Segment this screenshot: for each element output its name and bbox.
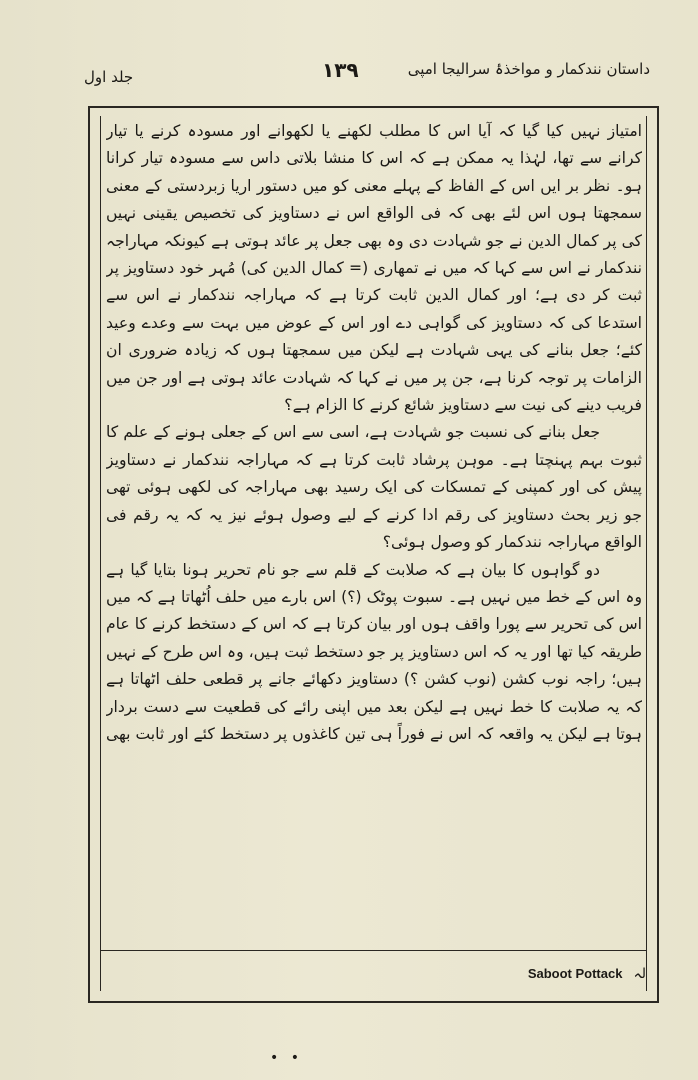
paragraph-3: دو گواہوں کا بیان ہے کہ صلابت کے قلم سے جو نام تحریر ہونا بتایا گیا ہے وہ اس کے خط میں نہیں ہے۔ سبوت پوٹک (؟) اس بارے میں حلف اُٹھاتا ہے کہ میں اس کی تحریر سے پورا واقف ہوں اور بیان کرتا ہے کہ اس کے دستخط کرنے کا عام طریقہ کیا تھا اور یہ کہ اس دستاویز پر جو دستخط ثبت ہیں، وہ اس طرح کے نہیں ہیں؛ راجہ نوب کشن (نوب کشن ؟) دستاویز دکھائے جانے پر قطعی حلف اٹھاتا ہے کہ یہ صلابت کا خط نہیں ہے لیکن بعد میں اپنی رائے کی قطعیت سے دست بردار ہوتا ہے لیکن یہ واقعہ کہ اس نے فوراً ہی تین کاغذوں پر دستخط کئے اور ثابت بھی bbox=[106, 560, 642, 743]
frame-rule-left bbox=[100, 116, 101, 991]
footnote-marker: لہ bbox=[633, 966, 646, 982]
running-head: داستان نندکمار و مواخذۂ سرالیجا امپی bbox=[407, 60, 650, 78]
page-number: ۱۳۹ bbox=[322, 58, 359, 82]
footnote bbox=[110, 963, 646, 989]
bottom-marks: • • bbox=[270, 1050, 303, 1066]
paragraph-2: جعل بنانے کی نسبت جو شہادت ہے، اسی سے اس کے جعلی ہونے کے علم کا ثبوت بہم پہنچتا ہے۔ موہن پرشاد ثابت کرتا ہے کہ مہاراجہ نندکمار نے دستاویز پیش کی اور کمپنی کے تمسکات کی ایک رسید بھی مہاراجہ کی لکھی ہوئی تھی جو زیر بحث دستاویز کی رقم ادا کرنے کے لیے وصول ہوئے نیز یہ کہ یہ رقم فی الواقع مہاراجہ نندکمار کو وصول ہوئی؟ bbox=[106, 423, 642, 552]
body-text bbox=[106, 118, 642, 950]
footnote-name: Saboot Pottack bbox=[527, 966, 623, 981]
footnote-divider bbox=[100, 950, 647, 951]
paragraph-1: امتیاز نہیں کیا گیا کہ آیا اس کا مطلب لکھنے یا لکھوانے اور مسودہ کرنے یا تیار کرانے سے تھا، لہٰذا یہ ممکن ہے کہ اس کا منشا بلاتی داس سے مسودہ تیار کرانا ہو۔ نظر بر ایں اس کے الفاظ کے پہلے معنی کو میں دستور اریا زبردستی کے معنی سمجھتا ہوں اس لئے بھی کہ فی الواقع اس نے دستاویز کی تخصیص یقینی نہیں کی پر کمال الدین نے جو شہادت دی وہ بھی جعل پر عائد ہوتی ہے کیونکہ مہاراجہ نندکمار نے اس سے کہا کہ میں نے تمھاری (= کمال الدین کی) مُہر خود دستاویز پر ثبت کر دی ہے؛ اور کمال الدین ثابت کرتا ہے کہ مہاراجہ نندکمار نے اس سے استدعا کی کہ دستاویز کی گواہی دے اور اس کے عوض میں بہت سے وعدے وعید کئے؛ جعل بنانے کی یہی شہادت ہے لیکن میں سمجھتا ہوں کہ زیادہ ضروری ان الزامات پر توجہ کرنا ہے، جن پر میں نے کہا کہ شہادت عائد ہوتی ہے اور جن میں فریب دینے کی نیت سے دستاویز شائع کرنے کا الزام ہے؟ bbox=[106, 122, 642, 415]
volume-label: جلد اول bbox=[84, 68, 134, 86]
frame-rule-right bbox=[646, 116, 647, 991]
